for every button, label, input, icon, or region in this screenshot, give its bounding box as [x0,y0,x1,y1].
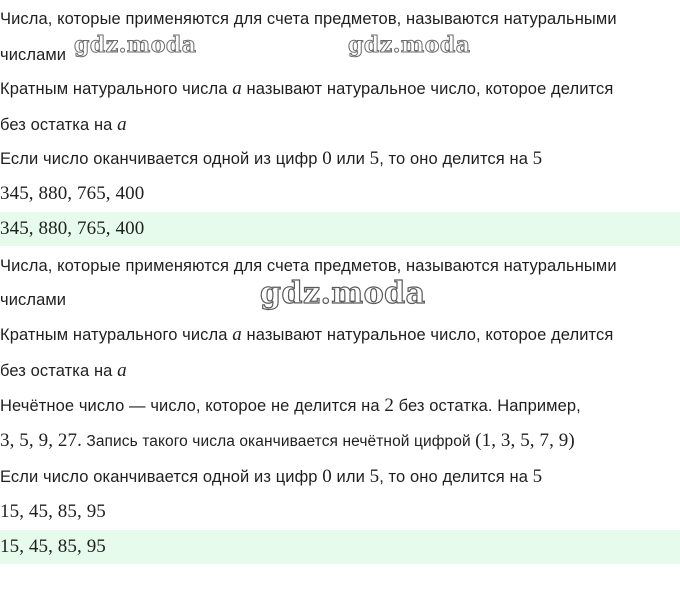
math-digit-0: 0 [322,466,332,487]
paragraph-odd-examples [0,424,680,459]
math-numbers: 345, 880, 765, 400 [0,183,145,204]
text-rule-post: , то оно делится на [379,150,533,168]
math-var-a: a [232,324,242,345]
math-digit-5: 5 [369,148,380,169]
text-odd-pre: Нечётное число — число, которое не делится на [0,397,385,415]
math-digit-2: 2 [384,395,394,416]
math-digit-5: 5 [532,466,543,487]
text-rule-pre: Если число оканчивается одной из цифр [0,468,323,486]
paragraph-multiple [0,318,680,352]
paragraph-multiple [0,72,680,106]
watermark-logo: gdz.moda [74,32,197,58]
text-remainder: без остатка на [0,362,118,380]
math-digit-5: 5 [532,148,543,169]
text-natural-def: Числа, которые применяются для счета предметов, называются натуральными [0,257,617,275]
paragraph-divisibility-rule [0,460,680,494]
text-numbers-word: числами [0,46,67,64]
text-multiple-pre: Кратным натурального числа [0,326,233,344]
paragraph-natural-numbers [0,2,680,36]
text-multiple-post: называют натуральное число, которое делится [241,326,614,344]
text-natural-def: Числа, которые применяются для счета предметов, называются натуральными [0,10,617,28]
text-multiple-pre: Кратным натурального числа [0,80,233,98]
math-odd-examples: 3, 5, 9, 27. [0,430,82,451]
math-answer: 15, 45, 85, 95 [0,536,106,557]
watermark-logo: gdz.moda [260,276,426,311]
text-rule-pre: Если число оканчивается одной из цифр [0,150,323,168]
paragraph-divisibility-rule [0,142,680,176]
math-digit-5: 5 [369,466,380,487]
text-rule-or: или [331,150,370,168]
math-number-list [0,495,680,529]
math-var-a: a [232,78,242,99]
math-var-a: a [117,114,127,135]
paragraph-multiple-end [0,354,680,388]
text-rule-or: или [331,468,370,486]
math-digit-0: 0 [322,148,332,169]
text-odd-ending: Запись такого числа оканчивается нечётной цифрой [81,433,476,450]
text-numbers-word: числами [0,291,67,309]
math-number-list [0,177,680,211]
math-odd-digits: (1, 3, 5, 7, 9) [475,430,575,451]
math-numbers: 15, 45, 85, 95 [0,501,106,522]
text-odd-post: без остатка. Например, [393,397,581,415]
answer-row [0,530,680,564]
answer-row [0,212,680,246]
text-multiple-post: называют натуральное число, которое делится [241,80,614,98]
text-remainder: без остатка на [0,116,118,134]
math-answer: 345, 880, 765, 400 [0,218,145,239]
watermark-logo: gdz.moda [348,32,471,58]
paragraph-odd-number [0,389,680,423]
paragraph-multiple-end [0,108,680,142]
text-rule-post: , то оно делится на [379,468,533,486]
math-var-a: a [117,360,127,381]
